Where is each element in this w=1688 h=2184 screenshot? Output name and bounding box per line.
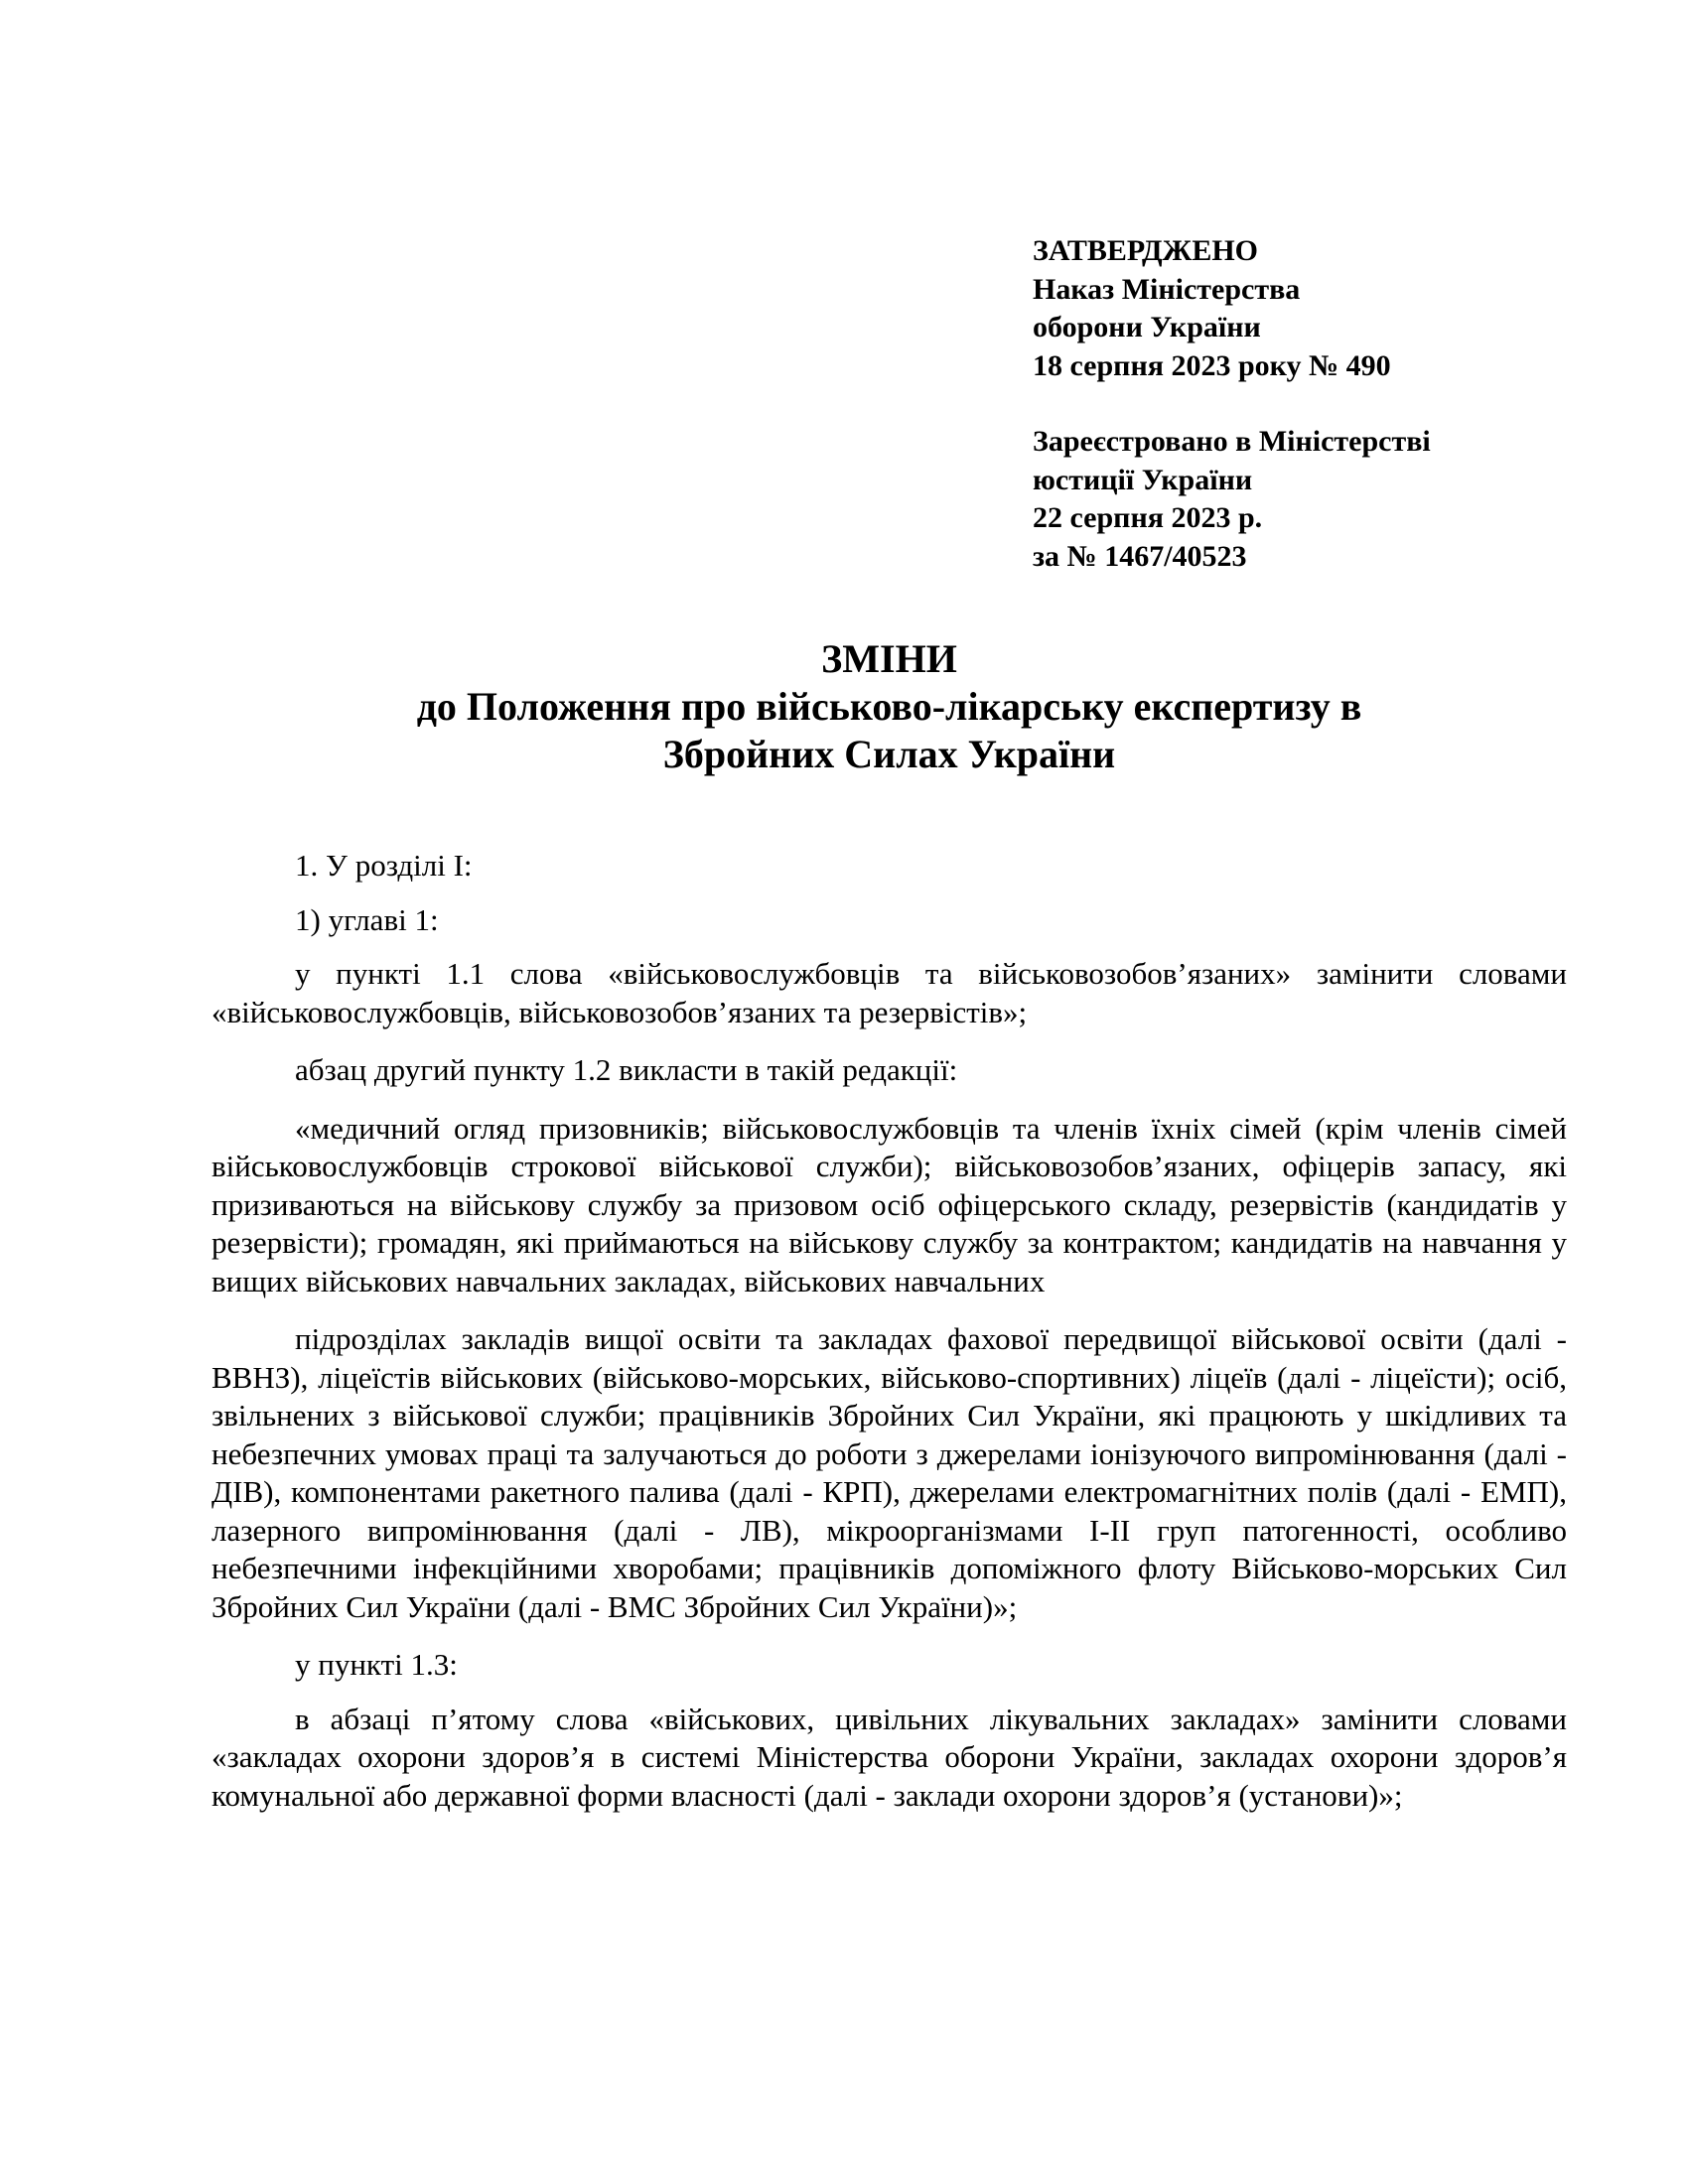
document-title [211,635,1567,778]
paragraph-point-1-1: у пункті 1.1 слова «військовослужбовців та військовозобов’язаних» замінити словами «військовослужбовців, військовозобов’язаних та резервістів»; [211,956,1567,1029]
approval-spacer [1033,385,1431,423]
approval-stamp [1033,232,1431,576]
approval-status: ЗАТВЕРДЖЕНО [1033,234,1258,267]
paragraph-point-1-3-fifth: в абзаці п’ятому слова «військових, цивільних лікувальних закладах» замінити словами «закладах охорони здоров’я в системі Міністерства оборони України, закладах охорони здоров’я комунальної або державної форми власності (далі - заклади охорони здоров’я (установи)»; [211,1701,1567,1813]
paragraph-point-1-2-quote-part-2: підрозділах закладів вищої освіти та закладах фахової передвищої військової освіти (далі - ВВНЗ), ліцеїстів військових (військово-морських, військово-спортивних) ліцеїв (далі - ліцеїсти); осіб, звільнених з військової служби; працівників Збройних Сил України, які працюють у шкідливих та небезпечних умовах праці та залучаються до роботи з джерелами іонізуючого випромінювання (далі - ДІВ), компонентами ракетного палива (далі - КРП), джерелами електромагнітних полів (далі - ЕМП), лазерного випромінювання (далі - ЛВ), мікроорганізмами І-ІІ груп патогенності, особливо небезпечними інфекційними хворобами; працівників допоміжного флоту Військово-морських Сил Збройних Сил України (далі - ВМС Збройних Сил України)»; [211,1321,1567,1624]
registration-ministry: юстиції України [1033,463,1253,496]
paragraph-point-1-2-quote-part-1: «медичний огляд призовників; військовослужбовців та членів їхніх сімей (крім членів сімей військовослужбовців строкової військової служби); військовозобов’язаних, офіцерів запасу, які призиваються на військову службу за призовом осіб офіцерського складу, резервістів (кандидатів у резервісти); громадян, які приймаються на військову службу за контрактом; кандидатів на навчання у вищих військових навчальних закладах, військових навчальних [211,1110,1567,1298]
registration-date: 22 серпня 2023 р. [1033,501,1263,534]
paragraph-point-1-2-intro: абзац другий пункту 1.2 викласти в такій редакції: [295,1052,958,1087]
title-subtitle-line-2: Збройних Силах України [662,732,1116,776]
document-body [211,847,1567,1835]
title-heading: ЗМІНИ [821,636,957,681]
paragraph-chapter-1: 1) углаві 1: [295,901,439,937]
paragraph-point-1-3-intro: у пункті 1.3: [295,1647,458,1682]
approval-order-issuer-cont: оборони України [1033,311,1261,343]
approval-order-date-number: 18 серпня 2023 року № 490 [1033,348,1391,382]
approval-order-issuer: Наказ Міністерства [1033,272,1301,306]
registration-number: за № 1467/40523 [1033,539,1247,573]
title-subtitle-line-1: до Положення про військово-лікарську експертизу в [416,684,1362,729]
paragraph-section-1: 1. У розділі І: [295,848,473,883]
registration-label: Зареєстровано в Міністерстві [1033,425,1431,458]
